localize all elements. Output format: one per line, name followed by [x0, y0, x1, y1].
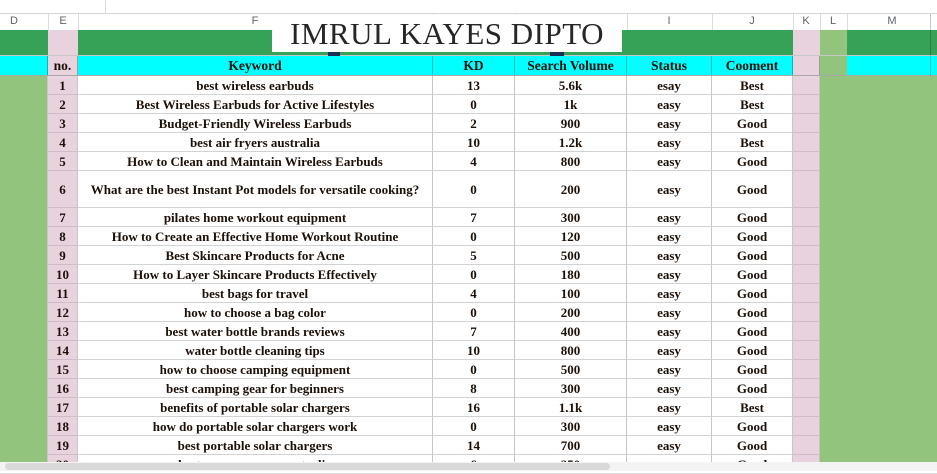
fill-cell[interactable] [793, 114, 820, 133]
status-cell[interactable]: esay [627, 76, 712, 95]
fill-cell[interactable] [820, 152, 937, 171]
search-volume-cell[interactable]: 1k [515, 95, 627, 114]
table-row [0, 379, 937, 398]
banner-cell[interactable] [0, 30, 48, 55]
fill-cell[interactable] [0, 284, 48, 303]
banner-cell[interactable] [793, 30, 820, 55]
header-cell-comment[interactable]: Cooment [712, 56, 793, 75]
fill-cell[interactable] [820, 133, 937, 152]
table-row [0, 246, 937, 265]
comment-cell[interactable]: Good [712, 379, 793, 398]
table-row [0, 95, 937, 114]
fill-cell[interactable] [0, 114, 48, 133]
header-cell-status[interactable]: Status [627, 56, 712, 75]
header-cell-no[interactable]: no. [48, 56, 78, 75]
keyword-cell[interactable]: How to Clean and Maintain Wireless Earbuds [78, 152, 433, 171]
title-image-artifact [550, 52, 564, 56]
right-edge-gridline [930, 14, 931, 76]
keyword-cell[interactable]: pilates home workout equipment [78, 208, 433, 227]
fill-cell[interactable] [793, 133, 820, 152]
fill-cell[interactable] [793, 265, 820, 284]
fill-cell[interactable] [0, 303, 48, 322]
column-header-l[interactable]: L [829, 15, 837, 27]
column-gridline [712, 14, 713, 30]
header-cell-kd[interactable]: KD [433, 56, 515, 75]
table-row [0, 152, 937, 171]
rows [0, 76, 937, 474]
table-row [0, 322, 937, 341]
kd-cell[interactable]: 2 [433, 114, 515, 133]
status-cell[interactable]: easy [627, 114, 712, 133]
name-box-divider [105, 0, 106, 13]
comment-cell[interactable]: Good [712, 322, 793, 341]
status-cell[interactable]: easy [627, 95, 712, 114]
comment-cell[interactable]: Good [712, 208, 793, 227]
keyword-cell[interactable]: How to Layer Skincare Products Effectively [78, 265, 433, 284]
row-number-cell[interactable]: 18 [48, 417, 78, 436]
fill-cell[interactable] [820, 417, 937, 436]
search-volume-cell[interactable]: 300 [515, 379, 627, 398]
kd-cell[interactable]: 8 [433, 379, 515, 398]
comment-cell[interactable]: Good [712, 171, 793, 208]
keyword-cell[interactable]: how do portable solar chargers work [78, 417, 433, 436]
search-volume-cell[interactable]: 200 [515, 171, 627, 208]
fill-cell[interactable] [820, 379, 937, 398]
fill-cell[interactable] [0, 76, 48, 95]
fill-cell[interactable] [0, 95, 48, 114]
comment-cell[interactable]: Good [712, 227, 793, 246]
fill-cell[interactable] [0, 322, 48, 341]
title-text: IMRUL KAYES DIPTO [290, 16, 604, 51]
fill-cell[interactable] [820, 227, 937, 246]
header-cell-blank[interactable] [820, 56, 847, 75]
keyword-cell[interactable]: water bottle cleaning tips [78, 341, 433, 360]
keyword-cell[interactable]: Best Skincare Products for Acne [78, 246, 433, 265]
table-row [0, 171, 937, 208]
column-header-j[interactable]: J [749, 15, 755, 27]
comment-cell[interactable]: Good [712, 436, 793, 455]
fill-cell[interactable] [0, 341, 48, 360]
comment-cell[interactable]: Best [712, 76, 793, 95]
row-number-cell[interactable]: 1 [48, 76, 78, 95]
row-number-cell[interactable]: 14 [48, 341, 78, 360]
search-volume-cell[interactable]: 120 [515, 227, 627, 246]
fill-cell[interactable] [820, 171, 937, 208]
status-cell[interactable]: easy [627, 322, 712, 341]
banner-cell[interactable] [847, 30, 937, 55]
row-number-cell[interactable]: 19 [48, 436, 78, 455]
status-cell[interactable]: easy [627, 152, 712, 171]
fill-cell[interactable] [793, 417, 820, 436]
fill-cell[interactable] [820, 284, 937, 303]
fill-cell[interactable] [793, 227, 820, 246]
column-gridline [78, 14, 79, 30]
fill-cell[interactable] [820, 265, 937, 284]
kd-cell[interactable]: 0 [433, 360, 515, 379]
table-row [0, 303, 937, 322]
title-image[interactable] [272, 15, 622, 52]
fill-cell[interactable] [793, 246, 820, 265]
kd-cell[interactable]: 5 [433, 246, 515, 265]
status-cell[interactable]: easy [627, 436, 712, 455]
fill-cell[interactable] [793, 152, 820, 171]
kd-cell[interactable]: 0 [433, 171, 515, 208]
keyword-cell[interactable]: What are the best Instant Pot models for versatile cooking? [78, 171, 433, 208]
fill-cell[interactable] [0, 360, 48, 379]
fill-cell[interactable] [820, 303, 937, 322]
comment-cell[interactable]: Good [712, 265, 793, 284]
row-number-cell[interactable]: 5 [48, 152, 78, 171]
kd-cell[interactable]: 0 [433, 265, 515, 284]
fill-cell[interactable] [0, 133, 48, 152]
kd-cell[interactable]: 0 [433, 95, 515, 114]
kd-cell[interactable]: 10 [433, 133, 515, 152]
kd-cell[interactable]: 13 [433, 76, 515, 95]
column-header-e[interactable]: E [59, 15, 67, 27]
kd-cell[interactable]: 14 [433, 436, 515, 455]
header-cell-search-volume[interactable]: Search Volume [515, 56, 627, 75]
row-number-cell[interactable]: 4 [48, 133, 78, 152]
search-volume-cell[interactable]: 700 [515, 436, 627, 455]
horizontal-scrollbar-thumb[interactable] [5, 463, 610, 470]
comment-cell[interactable]: Good [712, 417, 793, 436]
fill-cell[interactable] [820, 114, 937, 133]
fill-cell[interactable] [0, 436, 48, 455]
keyword-cell[interactable]: how to choose a bag color [78, 303, 433, 322]
table-row [0, 114, 937, 133]
comment-cell[interactable]: Good [712, 360, 793, 379]
fill-cell[interactable] [793, 360, 820, 379]
fill-cell[interactable] [0, 208, 48, 227]
formula-bar[interactable] [0, 0, 937, 14]
column-header-f[interactable]: F [251, 15, 259, 27]
search-volume-cell[interactable]: 5.6k [515, 76, 627, 95]
fill-cell[interactable] [793, 284, 820, 303]
fill-cell[interactable] [820, 360, 937, 379]
fill-cell[interactable] [793, 322, 820, 341]
search-volume-cell[interactable]: 1.2k [515, 133, 627, 152]
fill-cell[interactable] [820, 76, 937, 95]
table-row [0, 208, 937, 227]
search-volume-cell[interactable]: 300 [515, 417, 627, 436]
column-gridline [793, 14, 794, 30]
fill-cell[interactable] [820, 398, 937, 417]
keyword-cell[interactable]: best wireless earbuds [78, 76, 433, 95]
banner-cell[interactable] [820, 30, 847, 55]
search-volume-cell[interactable]: 300 [515, 208, 627, 227]
fill-cell[interactable] [820, 341, 937, 360]
comment-cell[interactable]: Good [712, 152, 793, 171]
row-number-cell[interactable]: 9 [48, 246, 78, 265]
column-header-i[interactable]: I [667, 15, 671, 27]
table-row [0, 398, 937, 417]
row-number-cell[interactable]: 10 [48, 265, 78, 284]
column-header-k[interactable]: K [802, 15, 810, 27]
status-cell[interactable]: easy [627, 417, 712, 436]
keyword-cell[interactable]: How to Create an Effective Home Workout Routine [78, 227, 433, 246]
banner-cell[interactable] [48, 30, 78, 55]
fill-cell[interactable] [0, 379, 48, 398]
search-volume-cell[interactable]: 1.1k [515, 398, 627, 417]
column-header-d[interactable]: D [10, 15, 18, 27]
column-gridline [627, 14, 628, 30]
row-number-cell[interactable]: 16 [48, 379, 78, 398]
header-cell-blank[interactable] [0, 56, 48, 75]
kd-cell[interactable]: 0 [433, 417, 515, 436]
status-cell[interactable]: easy [627, 360, 712, 379]
fill-cell[interactable] [0, 171, 48, 208]
fill-cell[interactable] [0, 417, 48, 436]
table-row [0, 417, 937, 436]
column-header-m[interactable]: M [887, 15, 897, 27]
column-gridline [48, 14, 49, 30]
fill-cell[interactable] [793, 76, 820, 95]
comment-cell[interactable]: Best [712, 133, 793, 152]
fill-cell[interactable] [0, 398, 48, 417]
keyword-cell[interactable]: best camping gear for beginners [78, 379, 433, 398]
header-cell-blank[interactable] [847, 56, 937, 75]
kd-cell[interactable]: 0 [433, 303, 515, 322]
keyword-cell[interactable]: Best Wireless Earbuds for Active Lifestyles [78, 95, 433, 114]
title-image-artifact [328, 52, 340, 56]
search-volume-cell[interactable]: 800 [515, 341, 627, 360]
keyword-cell[interactable]: best water bottle brands reviews [78, 322, 433, 341]
keyword-cell[interactable]: best bags for travel [78, 284, 433, 303]
status-cell[interactable]: easy [627, 265, 712, 284]
keyword-cell[interactable]: best air fryers australia [78, 133, 433, 152]
row-number-cell[interactable]: 11 [48, 284, 78, 303]
table-header-row [0, 56, 937, 76]
status-cell[interactable]: easy [627, 398, 712, 417]
column-gridline [820, 14, 821, 30]
table-row [0, 284, 937, 303]
keyword-cell[interactable]: benefits of portable solar chargers [78, 398, 433, 417]
status-cell[interactable]: easy [627, 227, 712, 246]
table-row [0, 265, 937, 284]
fill-cell[interactable] [793, 95, 820, 114]
fill-cell[interactable] [820, 246, 937, 265]
fill-cell[interactable] [0, 265, 48, 284]
kd-cell[interactable]: 0 [433, 227, 515, 246]
fill-cell[interactable] [820, 322, 937, 341]
status-cell[interactable]: easy [627, 208, 712, 227]
search-volume-cell[interactable]: 400 [515, 322, 627, 341]
fill-cell[interactable] [820, 436, 937, 455]
row-number-cell[interactable]: 13 [48, 322, 78, 341]
kd-cell[interactable]: 4 [433, 284, 515, 303]
keyword-cell[interactable]: best portable solar chargers [78, 436, 433, 455]
keyword-cell[interactable]: how to choose camping equipment [78, 360, 433, 379]
fill-cell[interactable] [793, 379, 820, 398]
row-number-cell[interactable]: 7 [48, 208, 78, 227]
status-cell[interactable]: easy [627, 133, 712, 152]
row-number-cell[interactable]: 3 [48, 114, 78, 133]
table-row [0, 227, 937, 246]
status-cell[interactable]: easy [627, 171, 712, 208]
fill-cell[interactable] [793, 398, 820, 417]
status-cell[interactable]: easy [627, 284, 712, 303]
comment-cell[interactable]: Good [712, 284, 793, 303]
table-row [0, 436, 937, 455]
kd-cell[interactable]: 16 [433, 398, 515, 417]
comment-cell[interactable]: Good [712, 246, 793, 265]
fill-cell[interactable] [0, 152, 48, 171]
fill-cell[interactable] [793, 341, 820, 360]
comment-cell[interactable]: Best [712, 398, 793, 417]
table-row [0, 76, 937, 95]
row-number-cell[interactable]: 6 [48, 171, 78, 208]
table-row [0, 133, 937, 152]
row-number-cell[interactable]: 15 [48, 360, 78, 379]
comment-cell[interactable]: Best [712, 95, 793, 114]
status-cell[interactable]: easy [627, 379, 712, 398]
fill-cell[interactable] [793, 436, 820, 455]
search-volume-cell[interactable]: 800 [515, 152, 627, 171]
search-volume-cell[interactable]: 500 [515, 360, 627, 379]
search-volume-cell[interactable]: 500 [515, 246, 627, 265]
horizontal-scrollbar[interactable] [0, 462, 937, 471]
table-row [0, 341, 937, 360]
fill-cell[interactable] [0, 227, 48, 246]
header-cell-keyword[interactable]: Keyword [78, 56, 433, 75]
fill-cell[interactable] [793, 208, 820, 227]
keyword-cell[interactable]: Budget-Friendly Wireless Earbuds [78, 114, 433, 133]
table-row [0, 360, 937, 379]
comment-cell[interactable]: Good [712, 114, 793, 133]
fill-cell[interactable] [0, 246, 48, 265]
status-cell[interactable]: easy [627, 341, 712, 360]
header-cell-blank[interactable] [793, 56, 820, 75]
search-volume-cell[interactable]: 100 [515, 284, 627, 303]
comment-cell[interactable]: Good [712, 303, 793, 322]
search-volume-cell[interactable]: 200 [515, 303, 627, 322]
kd-cell[interactable]: 7 [433, 322, 515, 341]
row-number-cell[interactable]: 8 [48, 227, 78, 246]
row-number-cell[interactable]: 17 [48, 398, 78, 417]
comment-cell[interactable]: Good [712, 341, 793, 360]
fill-cell[interactable] [820, 95, 937, 114]
column-gridline [847, 14, 848, 30]
kd-cell[interactable]: 10 [433, 341, 515, 360]
row-number-cell[interactable]: 12 [48, 303, 78, 322]
kd-cell[interactable]: 7 [433, 208, 515, 227]
fill-cell[interactable] [820, 208, 937, 227]
kd-cell[interactable]: 4 [433, 152, 515, 171]
search-volume-cell[interactable]: 180 [515, 265, 627, 284]
status-cell[interactable]: easy [627, 303, 712, 322]
row-number-cell[interactable]: 2 [48, 95, 78, 114]
fill-cell[interactable] [793, 303, 820, 322]
status-cell[interactable]: easy [627, 246, 712, 265]
fill-cell[interactable] [793, 171, 820, 208]
search-volume-cell[interactable]: 900 [515, 114, 627, 133]
